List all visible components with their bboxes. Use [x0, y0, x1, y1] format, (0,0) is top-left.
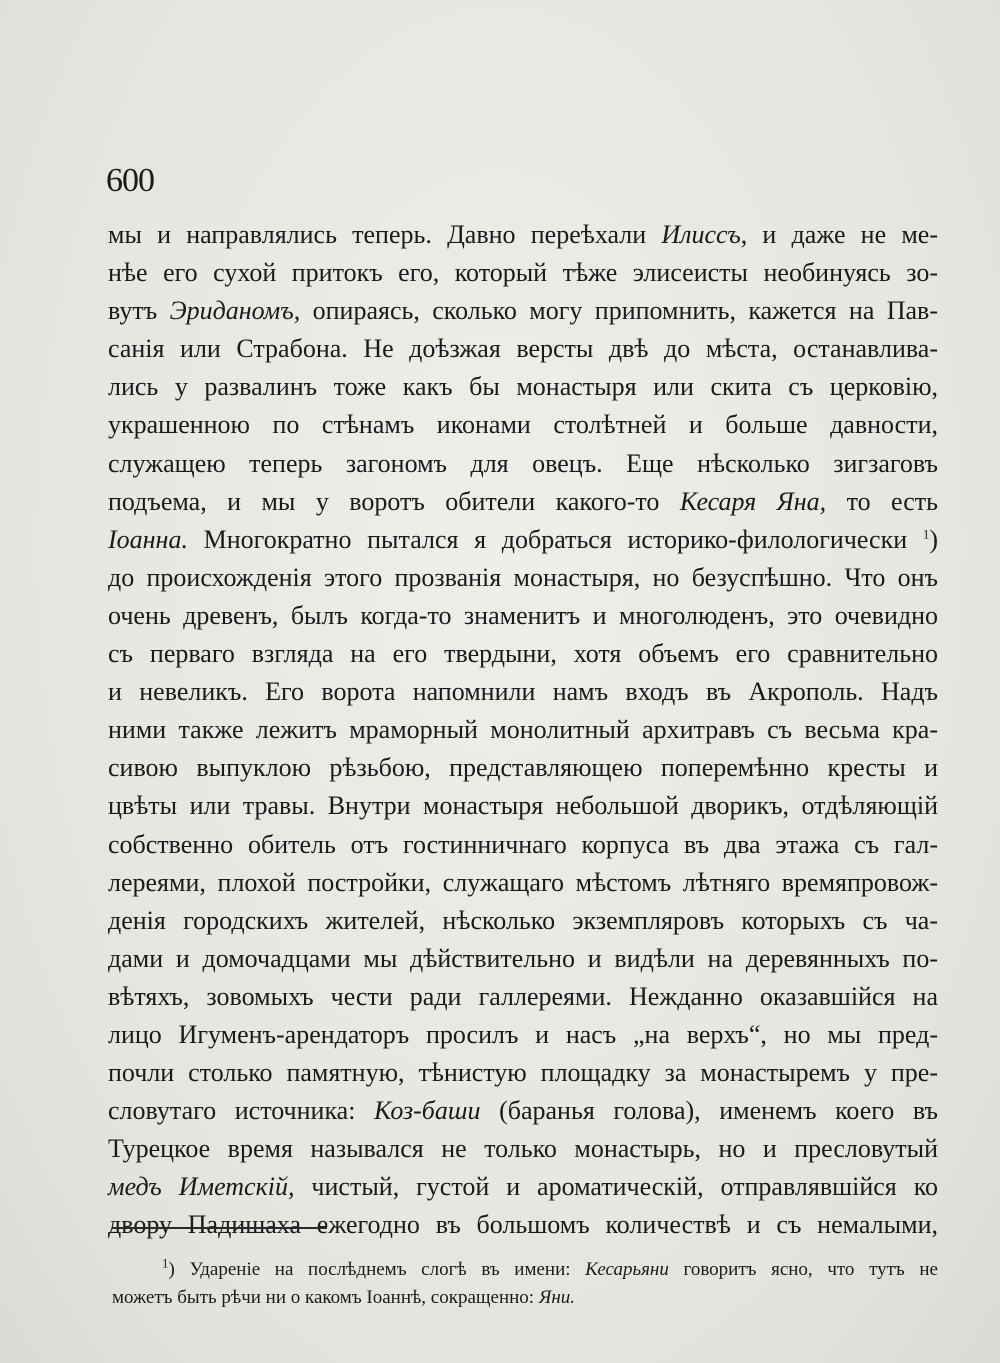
text-line: [108, 635, 938, 673]
text-line: [108, 673, 938, 711]
text-line: [108, 330, 938, 368]
text-run: можетъ быть рѣчи ни о какомъ Іоаннѣ, сокращенно:: [112, 1287, 539, 1308]
text-run: подъема, и мы у воротъ обители какого-то: [108, 486, 680, 516]
footnotes: [112, 1256, 938, 1312]
text-line: [108, 445, 938, 483]
text-line: [108, 940, 938, 978]
text-run: Турецкое время назывался не только монастырь, но и пресловутый: [108, 1134, 938, 1164]
italic-text: Эриданомъ,: [169, 296, 301, 326]
italic-text: Іоанна.: [108, 524, 188, 554]
footnote-line: [112, 1284, 938, 1312]
text-run: денія городскихъ жителей, нѣсколько экземпляровъ которыхъ съ ча-: [108, 905, 938, 935]
text-line: [108, 826, 938, 864]
text-line: [108, 1016, 938, 1054]
text-run: дами и домочадцами мы дѣйствительно и видѣли на деревянныхъ по-: [108, 943, 938, 973]
text-run: то есть: [826, 486, 938, 516]
text-line: [108, 787, 938, 825]
text-run: лереями, плохой постройки, служащаго мѣстомъ лѣтняго времяпровож-: [108, 867, 938, 897]
text-run: очень древенъ, былъ когда-то знаменитъ и многолюденъ, это очевидно: [108, 600, 938, 630]
text-run: мы и направлялись теперь. Давно переѣхали: [108, 220, 662, 249]
text-run: ): [929, 524, 938, 554]
text-line: [108, 1206, 938, 1244]
text-run: говоритъ ясно, что тутъ не: [668, 1259, 938, 1280]
text-line: [108, 254, 938, 292]
text-run: украшенною по стѣнамъ иконами столѣтней и больше давности,: [108, 410, 938, 440]
text-run: сивою выпуклою рѣзьбою, представляющею поперемѣнно кресты и: [108, 753, 938, 783]
text-line: [108, 749, 938, 787]
text-run: (баранья голова), именемъ коего въ: [480, 1096, 938, 1126]
text-line: [108, 406, 938, 444]
body-text: [108, 216, 938, 1245]
text-run: словутаго источника:: [108, 1096, 375, 1126]
footnote-marker: 1: [162, 1255, 169, 1271]
text-line: [108, 978, 938, 1016]
italic-text: Кесаря Яна,: [679, 486, 827, 516]
italic-text: медъ Иметскій,: [108, 1172, 295, 1202]
text-run: лицо Игуменъ-арендаторъ просилъ и насъ „на верхъ“, но мы пред-: [108, 1019, 938, 1049]
footnote-marker: 1: [922, 526, 930, 542]
text-run: , и даже не ме-: [740, 220, 938, 249]
text-run: и невеликъ. Его ворота напомнили намъ входъ въ Акрополь. Надъ: [108, 677, 938, 707]
italic-text: Яни.: [538, 1287, 576, 1308]
italic-text: Кесарьяни: [585, 1259, 669, 1280]
text-line: [108, 1092, 938, 1130]
text-line: [108, 216, 938, 254]
text-run: служащею теперь загономъ для овецъ. Еще нѣсколько зигзаговъ: [108, 448, 938, 478]
text-run: ними также лежитъ мраморный монолитный архитравъ съ весьма кра-: [108, 715, 938, 745]
text-run: опираясь, сколько могу припомнить, кажется на Пав-: [300, 296, 938, 326]
text-run: лись у развалинъ тоже какъ бы монастыря или скита съ церковію,: [108, 372, 938, 402]
text-run: съ перваго взгляда на его твердыни, хотя объемъ его сравнительно: [108, 639, 938, 669]
text-run: нѣе его сухой притокъ его, который тѣже элисеисты необинуясь зо-: [108, 258, 938, 288]
page-number: 600: [106, 162, 154, 199]
text-line: [108, 1168, 938, 1206]
text-run: вутъ: [108, 296, 170, 326]
footnote-divider: [112, 1227, 327, 1229]
text-line: [108, 292, 938, 330]
text-run: двору Падишаха ежегодно въ большомъ количествѣ и съ немалыми,: [108, 1210, 938, 1240]
text-line: [108, 559, 938, 597]
text-line: [108, 597, 938, 635]
text-run: собственно обитель отъ гостинничнаго корпуса въ два этажа съ гал-: [108, 829, 938, 859]
text-run: вѣтяхъ, зовомыхъ чести ради галлереями. Нежданно оказавшійся на: [108, 981, 938, 1011]
text-run: ) Удареніе на послѣднемъ слогѣ въ имени:: [168, 1259, 586, 1280]
footnote-line: [112, 1256, 938, 1284]
text-line: [108, 368, 938, 406]
text-run: почли столько памятную, тѣнистую площадку за монастыремъ у пре-: [108, 1058, 938, 1088]
text-run: цвѣты или травы. Внутри монастыря небольшой дворикъ, отдѣляющій: [108, 791, 938, 821]
text-run: санія или Страбона. Не доѣзжая версты двѣ до мѣста, останавлива-: [108, 334, 938, 364]
text-line: [108, 902, 938, 940]
text-run: чистый, густой и ароматическій, отправлявшійся ко: [294, 1172, 939, 1202]
text-line: [108, 864, 938, 902]
text-line: [108, 711, 938, 749]
text-run: Многократно пытался я добраться историко-филологически: [187, 524, 923, 554]
text-line: [108, 1130, 938, 1168]
italic-text: Коз-баши: [374, 1096, 481, 1126]
text-line: [108, 483, 938, 521]
text-line: [108, 1054, 938, 1092]
text-line: [108, 521, 938, 559]
text-run: до происхожденія этого прозванія монастыря, но безуспѣшно. Что онъ: [108, 562, 938, 592]
italic-text: Илиссъ: [661, 220, 741, 249]
